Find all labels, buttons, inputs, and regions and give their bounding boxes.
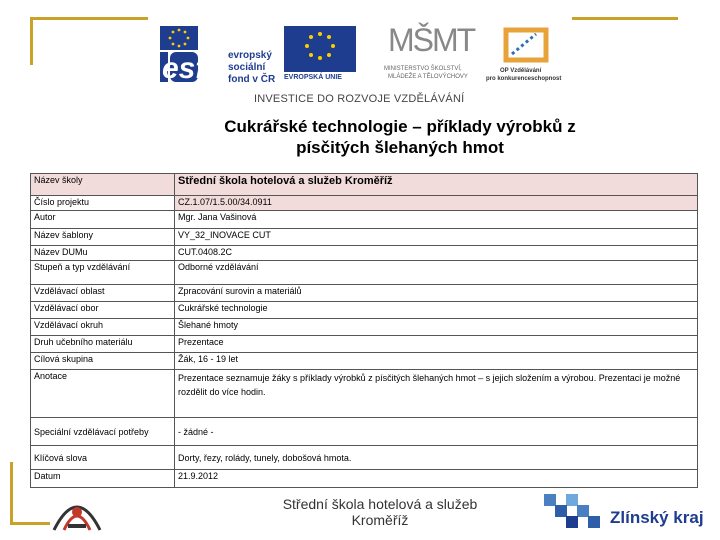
frame-bottom-left (10, 522, 50, 525)
row-value: 21.9.2012 (175, 470, 698, 488)
row-value: Dorty, řezy, rolády, tunely, dobošová hmota. (175, 446, 698, 470)
row-value: Mgr. Jana Vašinová (175, 211, 698, 229)
row-value: CZ.1.07/1.5.00/34.0911 (175, 196, 698, 211)
row-key: Název šablony (31, 229, 175, 246)
region-name: Zlínský kraj (610, 508, 704, 527)
row-key: Číslo projektu (31, 196, 175, 211)
op-logo (486, 24, 562, 84)
eu-stars-icon (284, 26, 356, 72)
region-squares-icon (544, 494, 604, 530)
esf-logo (160, 24, 278, 84)
table-row (31, 418, 698, 446)
row-key: Vzdělávací okruh (31, 319, 175, 336)
table-row (31, 246, 698, 261)
esf-line-3: fond v ČR (228, 74, 276, 85)
slogan: INVESTICE DO ROZVOJE VZDĚLÁVÁNÍ (254, 93, 465, 105)
title-line-2: písčitých šlehaných hmot (296, 138, 504, 157)
row-value: - žádné - (175, 418, 698, 446)
region-emblem (544, 494, 604, 530)
school-emblem-icon (50, 490, 104, 534)
info-table (30, 173, 698, 488)
row-value: Střední škola hotelová a služeb Kroměříž (175, 174, 698, 196)
table-row (31, 211, 698, 229)
row-key: Stupeň a typ vzdělávání (31, 261, 175, 285)
row-key: Anotace (31, 370, 175, 418)
op-line-2: pro konkurenceschopnost (486, 76, 562, 82)
table-row (31, 370, 698, 418)
esf-text: esf (162, 52, 206, 85)
op-emblem-icon (502, 26, 552, 64)
frame-left-top (30, 17, 33, 65)
frame-left-bottom (10, 462, 13, 524)
row-value: CUT.0408.2C (175, 246, 698, 261)
row-key: Vzdělávací oblast (31, 285, 175, 302)
row-value: Šlehané hmoty (175, 319, 698, 336)
esf-line-2: sociální (228, 62, 266, 73)
row-value: Zpracování surovin a materiálů (175, 285, 698, 302)
row-value: Odborné vzdělávání (175, 261, 698, 285)
row-key: Klíčová slova (31, 446, 175, 470)
table-row (31, 261, 698, 285)
school-line-1: Střední škola hotelová a služeb (282, 496, 478, 512)
eu-label: EVROPSKÁ UNIE (284, 74, 342, 81)
msmt-logo (384, 22, 484, 84)
title-line-1: Cukrářské technologie – příklady výrobků z (224, 117, 576, 136)
school-line-2: Kroměříž (351, 512, 409, 528)
row-value: Prezentace (175, 336, 698, 353)
row-key: Cílová skupina (31, 353, 175, 370)
row-key: Název školy (31, 174, 175, 196)
table-row (31, 470, 698, 488)
school-name (268, 496, 492, 528)
table-row (31, 285, 698, 302)
row-value: Prezentace seznamuje žáky s příklady výrobků z písčitých šlehaných hmot – s jejich složením a výrobou. Prezentaci je možné rozdělit do více hodin. (175, 370, 698, 418)
table-row (31, 336, 698, 353)
table-row (31, 174, 698, 196)
row-key: Název DUMu (31, 246, 175, 261)
table-row (31, 353, 698, 370)
table-row (31, 229, 698, 246)
msmt-line-2: MLÁDEŽE A TĚLOVÝCHOVY (388, 74, 468, 80)
table-row (31, 319, 698, 336)
row-key: Datum (31, 470, 175, 488)
school-emblem (50, 490, 104, 534)
row-key: Druh učebního materiálu (31, 336, 175, 353)
esf-line-1: evropský (228, 50, 272, 61)
row-key: Autor (31, 211, 175, 229)
msmt-mark: MŠMT (388, 22, 475, 58)
msmt-line-1: MINISTERSTVO ŠKOLSTVÍ, (384, 66, 462, 72)
row-key: Speciální vzdělávací potřeby (31, 418, 175, 446)
table-row (31, 446, 698, 470)
row-key: Vzdělávací obor (31, 302, 175, 319)
frame-top-left (30, 17, 148, 20)
row-value: VY_32_INOVACE CUT (175, 229, 698, 246)
row-value: Žák, 16 - 19 let (175, 353, 698, 370)
op-line-1: OP Vzdělávání (500, 68, 542, 74)
row-value: Cukrářské technologie (175, 302, 698, 319)
table-row (31, 196, 698, 211)
table-row (31, 302, 698, 319)
eu-logo (284, 26, 356, 81)
frame-top-right (572, 17, 678, 20)
page-title (140, 116, 660, 158)
